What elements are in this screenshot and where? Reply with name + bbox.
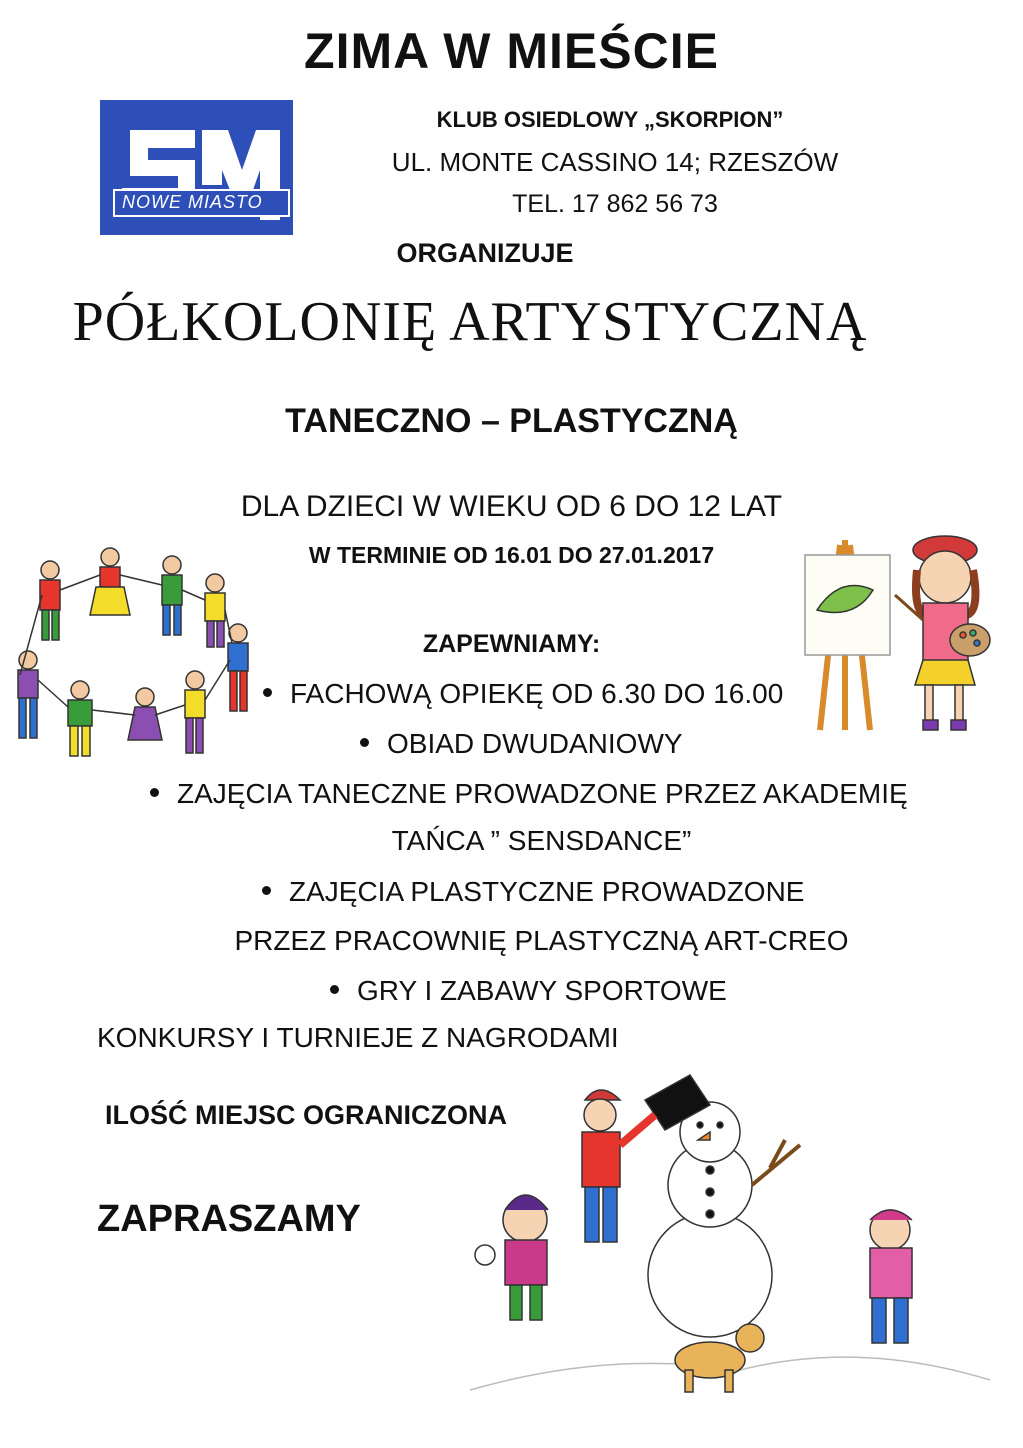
- event-dates: W TERMINIE OD 16.01 DO 27.01.2017: [308, 542, 715, 568]
- list-item-continuation: TAŃCA ” SENSDANCE”: [391, 825, 692, 856]
- club-logo: [100, 100, 293, 235]
- event-title: PÓŁKOLONIĘ ARTYSTYCZNĄ: [72, 291, 868, 353]
- bullet-icon: [150, 788, 159, 797]
- club-name: KLUB OSIEDLOWY „SKORPION”: [436, 107, 784, 132]
- bullet-icon: [330, 985, 339, 994]
- bullet-icon: [360, 738, 369, 747]
- provide-heading: ZAPEWNIAMY:: [422, 630, 601, 658]
- club-address: UL. MONTE CASSINO 14; RZESZÓW: [391, 147, 839, 177]
- list-item: ZAJĘCIA PLASTYCZNE PROWADZONE: [262, 876, 804, 908]
- snowman-children-illustration: [460, 1070, 1000, 1430]
- event-subtitle: TANECZNO – PLASTYCZNĄ: [285, 402, 738, 440]
- invite-text: ZAPRASZAMY: [97, 1198, 361, 1240]
- bullet-icon: [263, 688, 272, 697]
- list-item: GRY I ZABAWY SPORTOWE: [330, 975, 727, 1007]
- list-item: FACHOWĄ OPIEKĘ OD 6.30 DO 16.00: [263, 678, 783, 710]
- logo-text: NOWE MIASTO: [122, 192, 263, 212]
- list-item-continuation: PRZEZ PRACOWNIĘ PLASTYCZNĄ ART-CREO: [234, 925, 849, 956]
- contests-text: KONKURSY I TURNIEJE Z NAGRODAMI: [97, 1022, 619, 1053]
- limited-places-text: ILOŚĆ MIEJSC OGRANICZONA: [105, 1100, 508, 1130]
- list-item: ZAJĘCIA TANECZNE PROWADZONE PRZEZ AKADEMIĘ: [150, 778, 908, 810]
- list-item: OBIAD DWUDANIOWY: [360, 728, 683, 760]
- club-phone: TEL. 17 862 56 73: [512, 190, 718, 218]
- bullet-icon: [262, 886, 271, 895]
- poster-title: ZIMA W MIEŚCIE: [304, 23, 719, 79]
- age-range: DLA DZIECI W WIEKU OD 6 DO 12 LAT: [240, 490, 783, 523]
- organizes-label: ORGANIZUJE: [396, 238, 574, 268]
